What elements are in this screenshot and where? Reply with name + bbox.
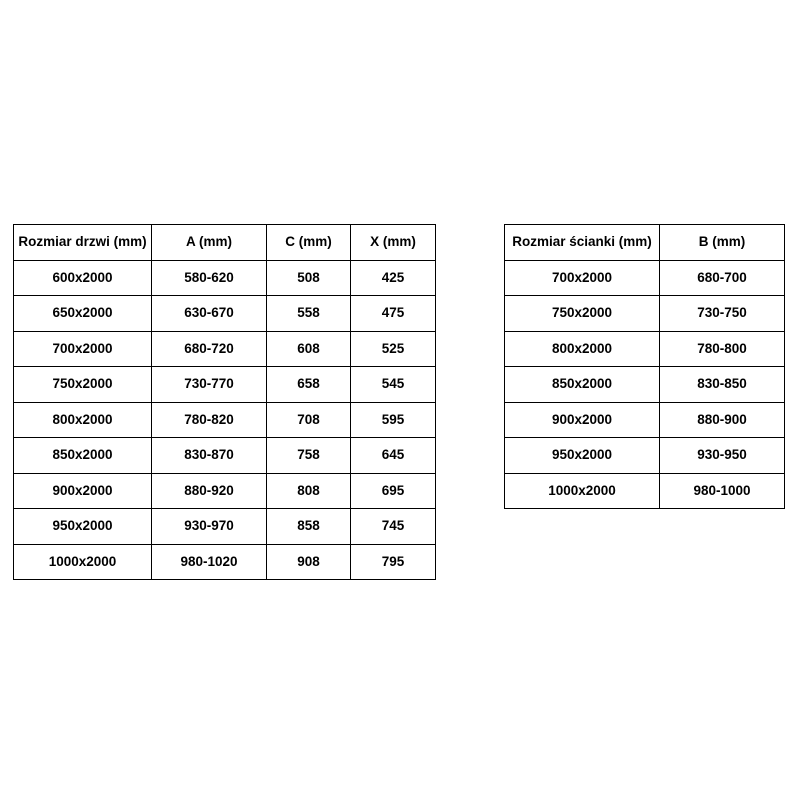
cell-b: 830-850 [660,367,785,403]
cell-door-size: 900x2000 [14,473,152,509]
cell-x: 475 [351,296,436,332]
cell-c: 558 [267,296,351,332]
column-header-door-size: Rozmiar drzwi (mm) [14,225,152,261]
table-row [14,367,436,403]
table-row [505,402,785,438]
cell-a: 730-770 [152,367,267,403]
column-header-b: B (mm) [660,225,785,261]
cell-door-size: 950x2000 [14,509,152,545]
cell-x: 645 [351,438,436,474]
cell-wall-size: 750x2000 [505,296,660,332]
table-row [505,260,785,296]
cell-x: 545 [351,367,436,403]
table-row [14,402,436,438]
column-header-c: C (mm) [267,225,351,261]
cell-c: 608 [267,331,351,367]
cell-b: 780-800 [660,331,785,367]
cell-wall-size: 850x2000 [505,367,660,403]
cell-x: 425 [351,260,436,296]
table-row [14,260,436,296]
cell-door-size: 600x2000 [14,260,152,296]
table-row [505,367,785,403]
cell-door-size: 650x2000 [14,296,152,332]
cell-b: 730-750 [660,296,785,332]
cell-wall-size: 950x2000 [505,438,660,474]
cell-a: 980-1020 [152,544,267,580]
cell-a: 780-820 [152,402,267,438]
table-row [505,296,785,332]
cell-a: 930-970 [152,509,267,545]
table-row [505,438,785,474]
cell-x: 595 [351,402,436,438]
cell-door-size: 1000x2000 [14,544,152,580]
table-row [14,509,436,545]
table-row [505,331,785,367]
table-row [14,473,436,509]
table-header-row [14,225,436,261]
cell-b: 980-1000 [660,473,785,509]
cell-x: 795 [351,544,436,580]
cell-a: 680-720 [152,331,267,367]
column-header-wall-size: Rozmiar ścianki (mm) [505,225,660,261]
table-row [14,331,436,367]
cell-c: 908 [267,544,351,580]
cell-a: 830-870 [152,438,267,474]
table-header-row [505,225,785,261]
cell-wall-size: 1000x2000 [505,473,660,509]
cell-wall-size: 900x2000 [505,402,660,438]
table-row [505,473,785,509]
cell-a: 580-620 [152,260,267,296]
cell-x: 745 [351,509,436,545]
table-row [14,544,436,580]
column-header-x: X (mm) [351,225,436,261]
cell-c: 858 [267,509,351,545]
cell-b: 930-950 [660,438,785,474]
cell-wall-size: 800x2000 [505,331,660,367]
cell-c: 808 [267,473,351,509]
cell-door-size: 700x2000 [14,331,152,367]
table-row [14,296,436,332]
cell-door-size: 750x2000 [14,367,152,403]
cell-x: 525 [351,331,436,367]
cell-a: 880-920 [152,473,267,509]
cell-door-size: 800x2000 [14,402,152,438]
wall-size-table [504,224,785,509]
doors-size-table [13,224,436,580]
cell-b: 680-700 [660,260,785,296]
cell-c: 708 [267,402,351,438]
cell-door-size: 850x2000 [14,438,152,474]
table-row [14,438,436,474]
cell-a: 630-670 [152,296,267,332]
tables-container [0,224,800,580]
cell-c: 658 [267,367,351,403]
cell-c: 508 [267,260,351,296]
cell-wall-size: 700x2000 [505,260,660,296]
cell-b: 880-900 [660,402,785,438]
column-header-a: A (mm) [152,225,267,261]
cell-x: 695 [351,473,436,509]
cell-c: 758 [267,438,351,474]
